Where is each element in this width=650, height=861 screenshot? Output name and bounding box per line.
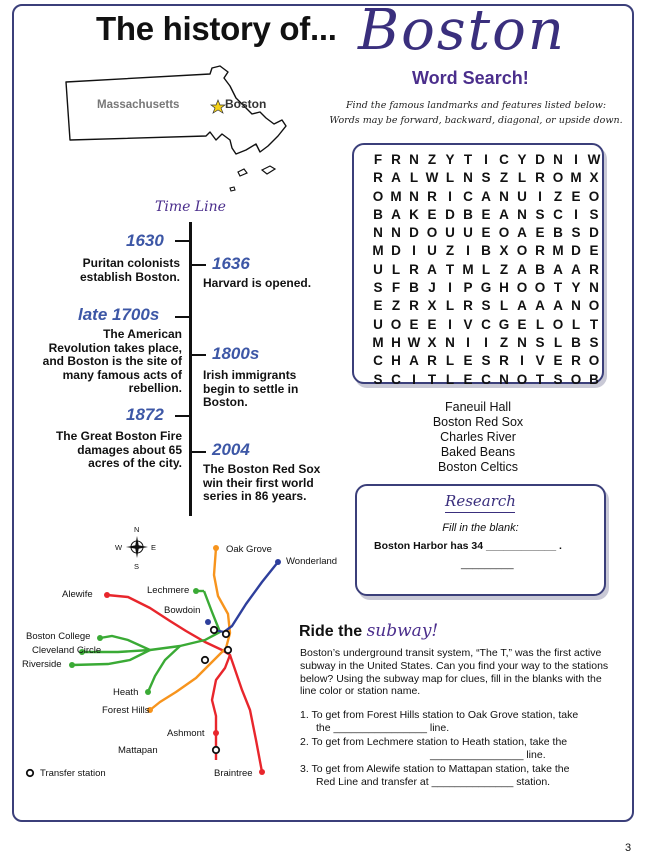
grid-cell[interactable]: I bbox=[466, 243, 470, 259]
grid-cell[interactable]: L bbox=[445, 298, 455, 314]
grid-cell[interactable]: E bbox=[589, 243, 599, 259]
grid-cell[interactable]: O bbox=[552, 316, 564, 332]
grid-cell[interactable]: E bbox=[427, 206, 437, 222]
compass-west: W bbox=[115, 543, 123, 552]
station-mattapan: Mattapan bbox=[118, 745, 158, 756]
grid-cell[interactable]: M bbox=[372, 334, 384, 350]
grid-cell[interactable]: A bbox=[481, 188, 491, 204]
station-dot bbox=[259, 769, 265, 775]
grid-row bbox=[369, 151, 603, 169]
timeline-year-1636: 1636 bbox=[212, 254, 250, 273]
grid-cell[interactable]: Y bbox=[517, 152, 527, 167]
research-box bbox=[355, 484, 606, 596]
word-list-item: Baked Beans bbox=[440, 445, 516, 459]
grid-cell[interactable]: O bbox=[570, 371, 582, 387]
grid-cell[interactable]: V bbox=[463, 316, 473, 332]
grid-cell[interactable]: U bbox=[427, 243, 437, 259]
grid-row bbox=[369, 352, 603, 370]
grid-row bbox=[369, 297, 603, 315]
grid-cell[interactable]: B bbox=[373, 206, 383, 222]
grid-cell[interactable]: R bbox=[589, 261, 599, 277]
grid-cell[interactable]: L bbox=[517, 170, 527, 186]
grid-cell[interactable]: S bbox=[535, 206, 545, 222]
grid-cell[interactable]: S bbox=[535, 334, 545, 350]
grid-cell[interactable]: N bbox=[589, 280, 599, 296]
timeline-text-2004: The Boston Red Sox win their first world series in 86 years. bbox=[203, 462, 321, 503]
grid-row bbox=[369, 169, 603, 187]
grid-cell[interactable]: N bbox=[373, 225, 383, 241]
grid-cell[interactable]: N bbox=[391, 225, 401, 241]
grid-cell[interactable]: N bbox=[409, 188, 419, 204]
grid-cell[interactable]: B bbox=[463, 206, 473, 222]
ride-question-2[interactable]: 2. To get from Lechmere station to Heath station, take the ________________ line. bbox=[300, 736, 568, 761]
grid-cell[interactable]: U bbox=[517, 188, 527, 204]
station-wonderland: Wonderland bbox=[286, 556, 338, 567]
station-dot bbox=[145, 689, 151, 695]
grid-cell[interactable]: M bbox=[390, 188, 402, 204]
grid-cell[interactable]: I bbox=[412, 371, 416, 387]
grid-cell[interactable]: E bbox=[571, 188, 581, 204]
word-search-grid-box bbox=[352, 143, 604, 387]
grid-row bbox=[369, 206, 603, 224]
timeline-text-late-1700s: The American Revolution takes place, and Boston is the site of many famous acts of rebellion. bbox=[42, 327, 182, 395]
grid-cell[interactable]: F bbox=[373, 152, 383, 167]
grid-cell[interactable]: C bbox=[463, 188, 473, 204]
grid-cell[interactable]: S bbox=[571, 225, 581, 241]
grid-cell[interactable]: A bbox=[517, 261, 527, 277]
grid-cell[interactable]: O bbox=[516, 243, 528, 259]
grid-cell[interactable]: O bbox=[534, 280, 546, 296]
grid-cell[interactable]: B bbox=[589, 371, 599, 387]
station-dot bbox=[213, 730, 219, 736]
research-blank-line[interactable]: Boston Harbor has 34 ____________ . bbox=[374, 540, 562, 552]
grid-cell[interactable]: E bbox=[463, 371, 473, 387]
grid-cell[interactable]: O bbox=[516, 371, 528, 387]
timeline-tick bbox=[192, 354, 206, 356]
grid-cell[interactable]: A bbox=[571, 261, 581, 277]
massachusetts-map bbox=[60, 60, 300, 200]
station-dot bbox=[104, 592, 110, 598]
grid-cell[interactable]: H bbox=[499, 280, 509, 296]
grid-cell[interactable]: A bbox=[409, 353, 419, 369]
grid-cell[interactable]: S bbox=[373, 280, 383, 296]
timeline-tick bbox=[192, 264, 206, 266]
research-title-underline bbox=[445, 512, 515, 513]
grid-cell[interactable]: T bbox=[553, 280, 563, 296]
station-riverside: Riverside bbox=[22, 659, 62, 670]
grid-cell[interactable]: B bbox=[481, 243, 491, 259]
grid-cell[interactable]: Z bbox=[553, 188, 563, 204]
grid-cell[interactable]: I bbox=[484, 334, 488, 350]
grid-cell[interactable]: Z bbox=[499, 334, 509, 350]
green-line bbox=[82, 591, 220, 652]
grid-cell[interactable]: C bbox=[499, 152, 509, 167]
station-dot bbox=[193, 588, 199, 594]
grid-cell[interactable]: U bbox=[463, 225, 473, 241]
timeline-axis bbox=[189, 222, 192, 516]
grid-cell[interactable]: C bbox=[391, 371, 401, 387]
grid-cell[interactable]: R bbox=[499, 353, 509, 369]
grid-cell[interactable]: H bbox=[391, 334, 401, 350]
word-search-instructions: Find the famous landmarks and features listed below: Words may be forward, backward, diagonal, or upside down. bbox=[329, 100, 623, 126]
grid-cell[interactable]: N bbox=[517, 206, 527, 222]
station-lechmere: Lechmere bbox=[147, 585, 190, 596]
word-list-item: Boston Red Sox bbox=[432, 415, 524, 429]
ride-question-3[interactable]: 3. To get from Alewife station to Mattapan station, take the Red Line and transfer at ______________ station. bbox=[300, 763, 570, 788]
grid-cell[interactable]: M bbox=[552, 243, 564, 259]
station-bowdoin: Bowdoin bbox=[164, 605, 201, 616]
grid-cell[interactable]: O bbox=[372, 188, 384, 204]
grid-cell[interactable]: L bbox=[535, 316, 545, 332]
research-prompt: Fill in the blank: bbox=[442, 522, 519, 534]
grid-cell[interactable]: Z bbox=[499, 170, 509, 186]
grid-cell[interactable]: D bbox=[409, 225, 419, 241]
grid-cell[interactable]: F bbox=[391, 280, 401, 296]
word-list bbox=[398, 400, 558, 475]
station-dot bbox=[213, 545, 219, 551]
grid-cell[interactable]: O bbox=[588, 188, 600, 204]
grid-row bbox=[369, 261, 603, 279]
grid-cell[interactable]: R bbox=[535, 243, 545, 259]
timeline-tick bbox=[175, 316, 189, 318]
grid-cell[interactable]: N bbox=[499, 371, 509, 387]
grid-cell[interactable]: L bbox=[553, 334, 563, 350]
grid-cell[interactable]: T bbox=[427, 371, 437, 387]
grid-cell[interactable]: L bbox=[391, 261, 401, 277]
grid-cell[interactable]: X bbox=[589, 170, 599, 186]
grid-cell[interactable]: E bbox=[409, 316, 419, 332]
grid-cell[interactable]: E bbox=[535, 225, 545, 241]
timeline-year-1800s: 1800s bbox=[212, 344, 260, 363]
grid-cell[interactable]: R bbox=[373, 170, 383, 186]
grid-cell[interactable]: W bbox=[407, 334, 421, 350]
grid-cell[interactable]: D bbox=[445, 206, 455, 222]
grid-cell[interactable]: O bbox=[588, 298, 600, 314]
grid-cell[interactable]: C bbox=[373, 353, 383, 369]
grid-cell[interactable]: P bbox=[463, 280, 473, 296]
grid-cell[interactable]: C bbox=[481, 316, 491, 332]
grid-cell[interactable]: I bbox=[574, 152, 578, 167]
compass-icon bbox=[126, 536, 148, 558]
grid-cell[interactable]: O bbox=[552, 170, 564, 186]
grid-cell[interactable]: A bbox=[517, 225, 527, 241]
grid-cell[interactable]: B bbox=[571, 334, 581, 350]
grid-cell[interactable]: B bbox=[409, 280, 419, 296]
grid-cell[interactable]: E bbox=[463, 353, 473, 369]
research-blank-line-continued[interactable]: _________ bbox=[461, 558, 514, 570]
grid-row bbox=[369, 334, 603, 352]
grid-cell[interactable]: J bbox=[428, 280, 436, 296]
grid-cell[interactable]: N bbox=[409, 152, 419, 167]
timeline-text-1872: The Great Boston Fire damages about 65 acres of the city. bbox=[55, 429, 182, 470]
grid-cell[interactable]: Z bbox=[427, 152, 437, 167]
grid-row bbox=[369, 224, 603, 242]
word-search-grid bbox=[369, 151, 603, 389]
grid-cell[interactable]: Z bbox=[391, 298, 401, 314]
grid-cell[interactable]: E bbox=[481, 206, 491, 222]
grid-cell[interactable]: R bbox=[463, 298, 473, 314]
timeline-tick bbox=[175, 415, 189, 417]
grid-cell[interactable]: L bbox=[571, 316, 581, 332]
grid-cell[interactable]: Z bbox=[445, 243, 455, 259]
grid-cell[interactable]: R bbox=[427, 188, 437, 204]
grid-cell[interactable]: D bbox=[589, 225, 599, 241]
grid-cell[interactable]: I bbox=[466, 334, 470, 350]
grid-cell[interactable]: X bbox=[499, 243, 509, 259]
grid-cell[interactable]: D bbox=[391, 243, 401, 259]
grid-cell[interactable]: S bbox=[553, 371, 563, 387]
grid-cell[interactable]: O bbox=[498, 225, 510, 241]
grid-cell[interactable]: A bbox=[553, 261, 563, 277]
station-oak-grove: Oak Grove bbox=[226, 544, 272, 555]
timeline-text-1630: Puritan colonists establish Boston. bbox=[79, 256, 180, 284]
grid-cell[interactable]: W bbox=[587, 152, 601, 167]
grid-cell[interactable]: C bbox=[481, 371, 491, 387]
grid-row bbox=[369, 242, 603, 260]
grid-cell[interactable]: A bbox=[499, 206, 509, 222]
grid-cell[interactable]: S bbox=[373, 371, 383, 387]
grid-cell[interactable]: Y bbox=[445, 152, 455, 167]
timeline-year-late-1700s: late 1700s bbox=[78, 305, 160, 324]
grid-cell[interactable]: D bbox=[571, 243, 581, 259]
station-dot bbox=[97, 635, 103, 641]
grid-cell[interactable]: R bbox=[535, 170, 545, 186]
grid-cell[interactable]: E bbox=[517, 316, 527, 332]
grid-cell[interactable]: I bbox=[574, 206, 578, 222]
grid-cell[interactable]: S bbox=[481, 170, 491, 186]
grid-cell[interactable]: U bbox=[373, 261, 383, 277]
blue-line bbox=[214, 562, 278, 632]
grid-cell[interactable]: A bbox=[535, 298, 545, 314]
grid-cell[interactable]: N bbox=[445, 334, 455, 350]
page-number: 3 bbox=[625, 842, 632, 854]
grid-cell[interactable]: B bbox=[535, 261, 545, 277]
ride-question-1[interactable]: 1. To get from Forest Hills station to Oak Grove station, take the ________________ line. bbox=[300, 709, 579, 734]
grid-cell[interactable]: L bbox=[409, 170, 419, 186]
grid-cell[interactable]: I bbox=[448, 316, 452, 332]
page-title-city: Boston bbox=[358, 0, 566, 63]
grid-cell[interactable]: E bbox=[481, 225, 491, 241]
grid-cell[interactable]: I bbox=[448, 280, 452, 296]
timeline-text-1800s: Irish immigrants begin to settle in Boston. bbox=[203, 368, 299, 409]
grid-cell[interactable]: C bbox=[553, 206, 563, 222]
grid-cell[interactable]: A bbox=[427, 261, 437, 277]
grid-cell[interactable]: U bbox=[445, 225, 455, 241]
grid-cell[interactable]: N bbox=[499, 188, 509, 204]
grid-row bbox=[369, 371, 603, 389]
grid-cell[interactable]: B bbox=[553, 225, 563, 241]
grid-cell[interactable]: X bbox=[427, 298, 437, 314]
grid-cell[interactable]: K bbox=[409, 206, 419, 222]
compass-north: N bbox=[134, 525, 140, 534]
compass-south: S bbox=[134, 562, 140, 571]
grid-cell[interactable]: U bbox=[373, 316, 383, 332]
grid-cell[interactable]: H bbox=[391, 353, 401, 369]
grid-cell[interactable]: M bbox=[462, 261, 474, 277]
station-cleveland-circle: Cleveland Circle bbox=[32, 645, 102, 656]
timeline-year-1630: 1630 bbox=[126, 231, 164, 250]
station-forest-hills: Forest Hills bbox=[102, 705, 150, 716]
word-list-item: Boston Celtics bbox=[438, 460, 518, 474]
grid-cell[interactable]: M bbox=[570, 170, 582, 186]
timeline-tick bbox=[192, 451, 206, 453]
grid-cell[interactable]: I bbox=[520, 353, 524, 369]
grid-cell[interactable]: O bbox=[516, 280, 528, 296]
compass-east: E bbox=[151, 543, 157, 552]
station-heath: Heath bbox=[113, 687, 139, 698]
grid-cell[interactable]: D bbox=[535, 152, 545, 167]
station-boston-college: Boston College bbox=[26, 631, 91, 642]
grid-row bbox=[369, 188, 603, 206]
grid-cell[interactable]: N bbox=[571, 298, 581, 314]
grid-cell[interactable]: E bbox=[553, 353, 563, 369]
timeline-tick bbox=[175, 240, 189, 242]
ride-intro: Boston’s underground transit system, “The T,” was the first active subway in the United States. Can you find your way to the stations below? Using the subway map for clues, fill in the blanks with the line color or station name. bbox=[300, 647, 609, 698]
grid-cell[interactable]: L bbox=[445, 371, 455, 387]
grid-cell[interactable]: S bbox=[589, 334, 599, 350]
page-title: The history of... bbox=[96, 10, 337, 47]
grid-cell[interactable]: W bbox=[425, 170, 439, 186]
grid-cell[interactable]: R bbox=[409, 261, 419, 277]
grid-cell[interactable]: L bbox=[481, 261, 491, 277]
grid-cell[interactable]: A bbox=[553, 298, 563, 314]
grid-cell[interactable]: O bbox=[426, 225, 438, 241]
grid-cell[interactable]: S bbox=[481, 353, 491, 369]
grid-cell[interactable]: T bbox=[463, 152, 473, 167]
station-dot bbox=[275, 559, 281, 565]
word-list-item: Charles River bbox=[440, 430, 516, 444]
station-braintree: Braintree bbox=[214, 768, 253, 779]
word-list-item: Faneuil Hall bbox=[444, 400, 511, 414]
timeline-title: Time Line bbox=[155, 199, 226, 215]
grid-row bbox=[369, 279, 603, 297]
grid-cell[interactable]: N bbox=[517, 334, 527, 350]
timeline-year-2004: 2004 bbox=[212, 440, 250, 459]
grid-cell[interactable]: Y bbox=[571, 280, 581, 296]
timeline-text-1636: Harvard is opened. bbox=[203, 276, 312, 290]
grid-cell[interactable]: G bbox=[498, 316, 510, 332]
station-dot bbox=[205, 619, 211, 625]
grid-row bbox=[369, 316, 603, 334]
timeline-year-1872: 1872 bbox=[126, 405, 164, 424]
grid-cell[interactable]: L bbox=[445, 170, 455, 186]
grid-cell[interactable]: R bbox=[409, 298, 419, 314]
green-line-heath bbox=[148, 646, 180, 692]
grid-cell[interactable]: L bbox=[445, 353, 455, 369]
grid-cell[interactable]: O bbox=[390, 316, 402, 332]
grid-cell[interactable]: I bbox=[538, 188, 542, 204]
state-label: Massachusetts bbox=[97, 99, 180, 111]
ride-title: Ride the subway! bbox=[299, 621, 439, 641]
grid-cell[interactable]: T bbox=[535, 371, 545, 387]
research-title: Research bbox=[445, 492, 516, 510]
station-dot bbox=[69, 662, 75, 668]
grid-cell[interactable]: E bbox=[373, 298, 383, 314]
grid-cell[interactable]: I bbox=[448, 188, 452, 204]
grid-cell[interactable]: G bbox=[480, 280, 492, 296]
grid-cell[interactable]: N bbox=[463, 170, 473, 186]
legend-transfer-station: Transfer station bbox=[40, 768, 106, 779]
grid-cell[interactable]: A bbox=[517, 298, 527, 314]
grid-cell[interactable]: A bbox=[391, 170, 401, 186]
station-ashmont: Ashmont bbox=[167, 728, 205, 739]
grid-cell[interactable]: R bbox=[571, 353, 581, 369]
grid-cell[interactable]: A bbox=[391, 206, 401, 222]
grid-cell[interactable]: M bbox=[372, 243, 384, 259]
green-line-bc bbox=[100, 636, 150, 650]
city-label: Boston bbox=[225, 97, 267, 111]
grid-cell[interactable]: Z bbox=[499, 261, 509, 277]
grid-cell[interactable]: R bbox=[391, 152, 401, 167]
station-alewife: Alewife bbox=[62, 589, 93, 600]
grid-cell[interactable]: N bbox=[553, 152, 563, 167]
red-line-braintree bbox=[230, 655, 262, 772]
grid-cell[interactable]: O bbox=[588, 353, 600, 369]
grid-cell[interactable]: I bbox=[412, 243, 416, 259]
word-search-title: Word Search! bbox=[412, 68, 529, 88]
grid-cell[interactable]: V bbox=[535, 353, 545, 369]
grid-cell[interactable]: T bbox=[589, 316, 599, 332]
grid-cell[interactable]: L bbox=[499, 298, 509, 314]
grid-cell[interactable]: S bbox=[481, 298, 491, 314]
grid-cell[interactable]: T bbox=[445, 261, 455, 277]
grid-cell[interactable]: I bbox=[484, 152, 488, 167]
grid-cell[interactable]: R bbox=[427, 353, 437, 369]
grid-cell[interactable]: E bbox=[427, 316, 437, 332]
grid-cell[interactable]: S bbox=[589, 206, 599, 222]
grid-cell[interactable]: X bbox=[427, 334, 437, 350]
